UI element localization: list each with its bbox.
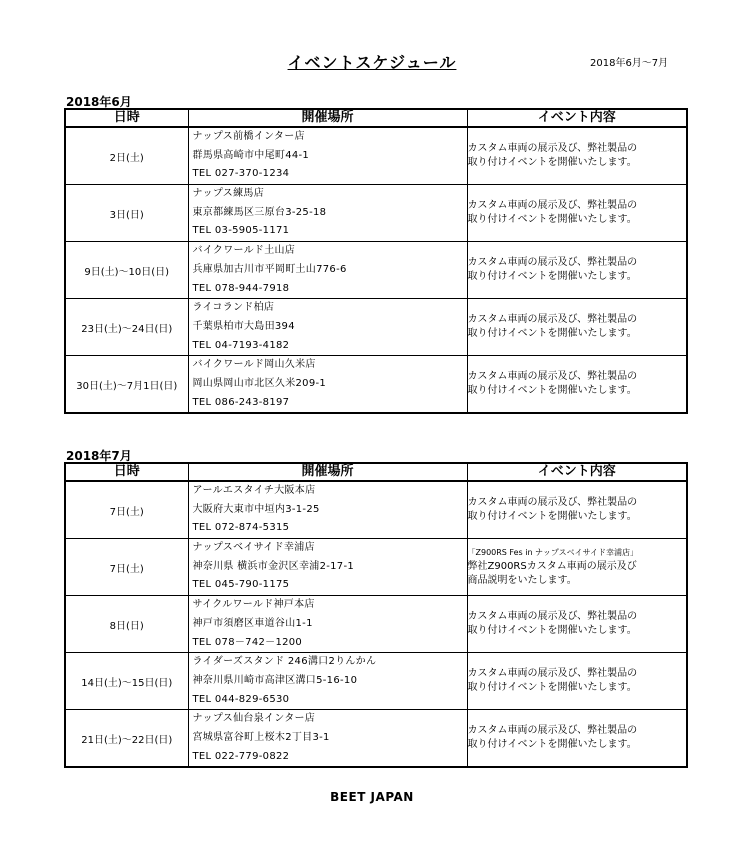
venue-cell xyxy=(188,185,467,242)
event-description xyxy=(467,481,687,539)
event-description-line: カスタム車両の展示及び、弊社製品の xyxy=(467,725,638,737)
event-date: 23日(土)～24日(日) xyxy=(65,299,188,356)
event-description xyxy=(467,539,687,596)
table-row xyxy=(65,596,687,653)
event-description-line: 取り付けイベントを開催いたします。 xyxy=(467,328,637,340)
event-description-line: 取り付けイベントを開催いたします。 xyxy=(467,385,637,397)
venue-phone: TEL 078－742－1200 xyxy=(192,636,303,648)
venue-phone: TEL 078-944-7918 xyxy=(192,282,290,294)
venue-cell xyxy=(188,710,467,768)
june-table-body xyxy=(65,127,687,413)
venue-name: ライコランド柏店 xyxy=(192,302,275,314)
venue-phone: TEL 03-5905-1171 xyxy=(192,225,290,237)
venue-name: アールエスタイチ大阪本店 xyxy=(192,485,316,496)
event-date: 9日(土)～10日(日) xyxy=(65,242,188,299)
venue-cell xyxy=(188,539,467,596)
table-row xyxy=(65,242,687,299)
event-date: 3日(日) xyxy=(65,185,188,242)
event-date: 8日(日) xyxy=(65,596,188,653)
venue-phone: TEL 04-7193-4182 xyxy=(192,339,290,351)
table-header-row xyxy=(65,463,687,481)
venue-cell xyxy=(188,356,467,414)
venue-name: ナップス練馬店 xyxy=(192,188,264,200)
venue-cell xyxy=(188,299,467,356)
header-date: 日時 xyxy=(65,109,188,127)
event-description-line: 「Z900RS Fes in ナップスベイサイド幸浦店」 xyxy=(467,548,639,558)
venue-address: 大阪府大東市中垣内3-1-25 xyxy=(192,503,320,515)
june-section-label: 2018年6月 xyxy=(66,95,132,109)
event-description xyxy=(467,653,687,710)
venue-name: バイクワールド岡山久米店 xyxy=(192,359,316,371)
table-row xyxy=(65,653,687,710)
venue-address: 群馬県高崎市中尾町44-1 xyxy=(192,149,310,161)
venue-name: ナップス仙台泉インター店 xyxy=(192,713,316,725)
venue-phone: TEL 045-790-1175 xyxy=(192,579,290,591)
venue-address: 神奈川県川崎市高津区溝口5-16-10 xyxy=(192,674,358,686)
venue-address: 千葉県柏市大島田394 xyxy=(192,320,295,332)
table-row xyxy=(65,710,687,768)
venue-address: 神奈川県 横浜市金沢区幸浦2-17-1 xyxy=(192,560,355,572)
event-description xyxy=(467,299,687,356)
event-description-line: カスタム車両の展示及び、弊社製品の xyxy=(467,314,638,326)
event-description-line: 取り付けイベントを開催いたします。 xyxy=(467,625,637,637)
event-description-line: カスタム車両の展示及び、弊社製品の xyxy=(467,371,638,383)
venue-cell xyxy=(188,481,467,539)
table-row xyxy=(65,539,687,596)
july-schedule-table xyxy=(64,462,688,768)
event-description-line: 弊社Z900RSカスタム車両の展示及び xyxy=(467,561,637,573)
schedule-period: 2018年6月～7月 xyxy=(590,58,669,69)
table-header-row xyxy=(65,109,687,127)
venue-address: 神戸市須磨区車道谷山1-1 xyxy=(192,617,313,629)
venue-address: 兵庫県加古川市平岡町土山776-6 xyxy=(192,263,347,275)
venue-name: ライダーズスタンド 246溝口2りんかん xyxy=(192,656,377,668)
table-row xyxy=(65,481,687,539)
event-description-line: カスタム車両の展示及び、弊社製品の xyxy=(467,143,638,155)
venue-phone: TEL 086-243-8197 xyxy=(192,396,290,408)
event-description-line: カスタム車両の展示及び、弊社製品の xyxy=(467,611,638,623)
venue-name: バイクワールド土山店 xyxy=(192,245,296,257)
event-description xyxy=(467,185,687,242)
event-description-line: 取り付けイベントを開催いたします。 xyxy=(467,739,637,751)
event-description-line: 取り付けイベントを開催いたします。 xyxy=(467,682,637,694)
event-description-line: カスタム車両の展示及び、弊社製品の xyxy=(467,497,638,509)
event-date: 7日(土) xyxy=(65,539,188,596)
venue-phone: TEL 022-779-0822 xyxy=(192,750,290,762)
event-description xyxy=(467,127,687,185)
table-row xyxy=(65,356,687,414)
company-footer: BEET JAPAN xyxy=(330,790,414,804)
document-title: イベントスケジュール xyxy=(287,53,457,72)
header-event: イベント内容 xyxy=(467,109,687,127)
venue-name: サイクルワールド神戸本店 xyxy=(192,599,315,611)
july-section-label: 2018年7月 xyxy=(66,449,132,463)
event-description-line: カスタム車両の展示及び、弊社製品の xyxy=(467,668,638,680)
event-description xyxy=(467,242,687,299)
event-description-line: カスタム車両の展示及び、弊社製品の xyxy=(467,257,638,269)
event-description xyxy=(467,356,687,414)
venue-cell xyxy=(188,242,467,299)
event-description-line: 取り付けイベントを開催いたします。 xyxy=(467,511,637,523)
event-date: 30日(土)～7月1日(日) xyxy=(65,356,188,414)
venue-address: 岡山県岡山市北区久米209-1 xyxy=(192,377,327,389)
event-description-line: 取り付けイベントを開催いたします。 xyxy=(467,157,637,169)
header-event: イベント内容 xyxy=(467,463,687,481)
header-venue: 開催場所 xyxy=(188,463,467,481)
event-date: 7日(土) xyxy=(65,481,188,539)
event-description-line: 商品説明をいたします。 xyxy=(467,575,577,587)
july-table-body xyxy=(65,481,687,767)
venue-phone: TEL 044-829-6530 xyxy=(192,693,290,705)
event-description-line: 取り付けイベントを開催いたします。 xyxy=(467,214,637,226)
venue-cell xyxy=(188,596,467,653)
table-row xyxy=(65,299,687,356)
table-row xyxy=(65,185,687,242)
venue-name: ナップス前橋インター店 xyxy=(192,131,305,142)
venue-phone: TEL 072-874-5315 xyxy=(192,522,290,534)
header-venue: 開催場所 xyxy=(188,109,467,127)
june-schedule-table xyxy=(64,108,688,414)
venue-name: ナップスベイサイド幸浦店 xyxy=(192,542,315,554)
event-description xyxy=(467,596,687,653)
event-description-line: カスタム車両の展示及び、弊社製品の xyxy=(467,200,638,212)
venue-phone: TEL 027-370-1234 xyxy=(192,168,290,180)
table-row xyxy=(65,127,687,185)
event-date: 2日(土) xyxy=(65,127,188,185)
event-date: 14日(土)～15日(日) xyxy=(65,653,188,710)
venue-cell xyxy=(188,653,467,710)
venue-address: 宮城県富谷町上桜木2丁目3-1 xyxy=(192,731,330,743)
event-description xyxy=(467,710,687,768)
event-date: 21日(土)～22日(日) xyxy=(65,710,188,768)
header-date: 日時 xyxy=(65,463,188,481)
venue-address: 東京都練馬区三原台3-25-18 xyxy=(192,206,327,218)
event-description-line: 取り付けイベントを開催いたします。 xyxy=(467,271,637,283)
venue-cell xyxy=(188,127,467,185)
